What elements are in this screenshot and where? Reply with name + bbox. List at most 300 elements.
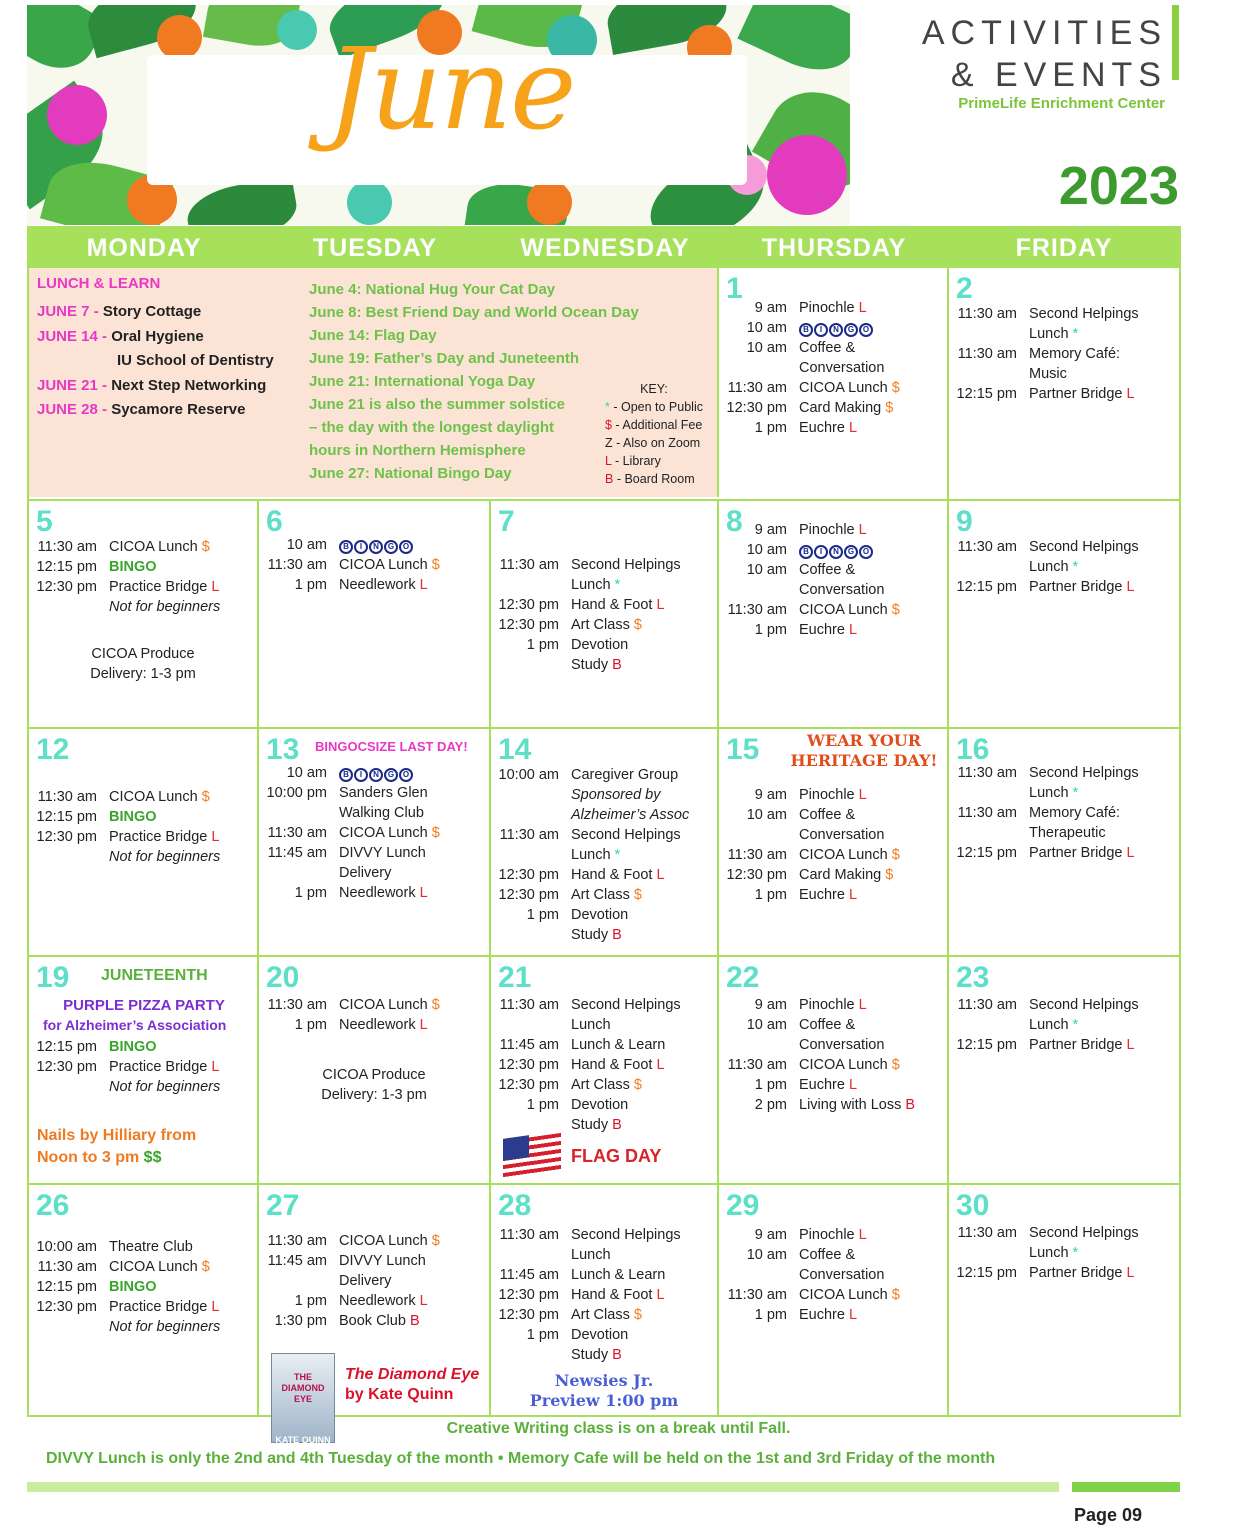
event-label: Euchre bbox=[799, 1307, 845, 1323]
event-marker: $ bbox=[633, 1077, 642, 1093]
event-label: Lunch bbox=[571, 1017, 611, 1033]
event-time: 10 am bbox=[746, 562, 787, 578]
day-cell bbox=[259, 957, 491, 1183]
event-time: 10 am bbox=[746, 1017, 787, 1033]
event-row bbox=[29, 597, 257, 617]
event-label: Conversation bbox=[799, 1267, 885, 1283]
event-label: Second Helpings bbox=[571, 1227, 681, 1243]
event-label: CICOA Lunch bbox=[339, 557, 428, 573]
event-time bbox=[259, 1271, 339, 1291]
event-marker: $ bbox=[431, 825, 440, 841]
event-label: Pinochle bbox=[799, 1227, 855, 1243]
event-label: Partner Bridge bbox=[1029, 845, 1123, 861]
event-name bbox=[339, 995, 489, 1015]
holiday-title: JUNETEENTH bbox=[101, 967, 208, 984]
event-time bbox=[259, 803, 339, 823]
event-row bbox=[719, 1305, 947, 1325]
event-time bbox=[491, 575, 571, 595]
event-label: Study bbox=[571, 1347, 609, 1363]
event-time: 12:30 pm bbox=[36, 1059, 97, 1075]
event-row bbox=[29, 1237, 257, 1257]
event-label: CICOA Lunch bbox=[109, 539, 198, 555]
event-marker: $ bbox=[201, 789, 210, 805]
event-name bbox=[799, 865, 947, 885]
event-time: 12:30 pm bbox=[498, 617, 559, 633]
event-time bbox=[259, 863, 339, 883]
event-name bbox=[109, 847, 257, 867]
event-label: Needlework bbox=[339, 1017, 416, 1033]
day-number: 23 bbox=[956, 961, 990, 994]
event-row bbox=[719, 865, 947, 885]
holiday-item: June 21 is also the summer solstice bbox=[309, 396, 565, 413]
event-marker: * bbox=[614, 847, 621, 863]
event-name bbox=[109, 577, 257, 597]
event-marker: L bbox=[858, 522, 867, 538]
event-time: 11:30 am bbox=[957, 346, 1017, 362]
day-number: 28 bbox=[498, 1189, 532, 1222]
event-row bbox=[949, 557, 1179, 577]
event-marker: L bbox=[419, 885, 428, 901]
day-number: 21 bbox=[498, 961, 532, 994]
event-row bbox=[491, 635, 717, 655]
flag-day-label: FLAG DAY bbox=[571, 1145, 662, 1166]
event-time bbox=[719, 358, 799, 378]
event-label: Theatre Club bbox=[109, 1239, 193, 1255]
event-list bbox=[259, 995, 489, 1035]
event-row bbox=[29, 847, 257, 867]
event-row bbox=[949, 304, 1179, 324]
event-time bbox=[491, 1115, 571, 1135]
day-banner: WEAR YOUR HERITAGE DAY! bbox=[790, 731, 938, 770]
event-label: Lunch & Learn bbox=[571, 1267, 666, 1283]
event-row bbox=[949, 384, 1179, 404]
event-row bbox=[719, 580, 947, 600]
event-row bbox=[491, 1055, 717, 1075]
event-row bbox=[949, 823, 1179, 843]
day-number: 5 bbox=[36, 505, 53, 538]
footer-bar-accent bbox=[1072, 1482, 1180, 1492]
event-label: Hand & Foot bbox=[571, 1287, 653, 1303]
event-row bbox=[949, 1223, 1179, 1243]
event-marker: B bbox=[612, 1117, 622, 1133]
newsies-time: Preview 1:00 pm bbox=[529, 1391, 679, 1410]
event-row bbox=[949, 1263, 1179, 1283]
event-time bbox=[949, 823, 1029, 843]
event-name bbox=[571, 995, 717, 1015]
holiday-item: June 19: Father’s Day and Juneteenth bbox=[309, 350, 580, 367]
event-time bbox=[949, 1243, 1029, 1263]
event-row bbox=[491, 885, 717, 905]
day-number: 29 bbox=[726, 1189, 760, 1222]
event-name bbox=[339, 535, 489, 555]
event-label: Practice Bridge bbox=[109, 829, 208, 845]
event-name bbox=[799, 1095, 947, 1115]
footer-note-1: Creative Writing class is on a break until Fall. bbox=[446, 1420, 791, 1437]
year: 2023 bbox=[1058, 156, 1179, 216]
event-row bbox=[259, 1251, 489, 1271]
event-name bbox=[799, 1265, 947, 1285]
event-name bbox=[339, 763, 489, 783]
event-label: Art Class bbox=[571, 617, 630, 633]
event-row bbox=[29, 827, 257, 847]
event-row bbox=[719, 805, 947, 825]
event-label: Sanders Glen bbox=[339, 785, 428, 801]
event-label: Coffee & bbox=[799, 807, 856, 823]
event-row bbox=[491, 595, 717, 615]
day-cell bbox=[949, 729, 1179, 955]
event-name bbox=[1029, 364, 1179, 384]
event-time bbox=[949, 557, 1029, 577]
event-label: Devotion bbox=[571, 907, 629, 923]
event-time: 11:30 am bbox=[267, 1233, 327, 1249]
event-marker: L bbox=[211, 1059, 220, 1075]
event-marker: L bbox=[211, 579, 220, 595]
event-row bbox=[491, 1285, 717, 1305]
event-row bbox=[491, 1225, 717, 1245]
event-row bbox=[491, 1115, 717, 1135]
event-name bbox=[109, 827, 257, 847]
event-row bbox=[29, 1057, 257, 1077]
event-label: Card Making bbox=[799, 400, 882, 416]
event-list bbox=[29, 537, 257, 617]
event-marker: L bbox=[656, 1287, 665, 1303]
event-label: Euchre bbox=[799, 622, 845, 638]
event-name bbox=[109, 1257, 257, 1277]
page-title bbox=[922, 12, 1167, 96]
event-row bbox=[259, 883, 489, 903]
event-row bbox=[719, 600, 947, 620]
day-banner: BINGOCSIZE LAST DAY! bbox=[315, 739, 468, 754]
event-marker: * bbox=[1072, 1245, 1079, 1261]
event-label: Euchre bbox=[799, 1077, 845, 1093]
event-label: Coffee & bbox=[799, 562, 856, 578]
event-time: 11:30 am bbox=[957, 765, 1017, 781]
event-row bbox=[491, 555, 717, 575]
event-name bbox=[339, 1251, 489, 1271]
event-label: Hand & Foot bbox=[571, 1057, 653, 1073]
event-marker: L bbox=[1126, 845, 1135, 861]
event-row bbox=[29, 1077, 257, 1097]
weekday-header bbox=[29, 228, 1179, 268]
day-cell bbox=[719, 501, 949, 727]
day-number: 9 bbox=[956, 505, 973, 538]
event-time: 1 pm bbox=[294, 885, 327, 901]
event-list bbox=[949, 537, 1179, 597]
holiday-item: June 21: International Yoga Day bbox=[309, 373, 536, 390]
event-name bbox=[339, 1231, 489, 1251]
day-number: 19 bbox=[36, 961, 70, 994]
event-time: 11:30 am bbox=[957, 805, 1017, 821]
event-name bbox=[339, 783, 489, 803]
event-label: Pinochle bbox=[799, 787, 855, 803]
event-label: CICOA Lunch bbox=[109, 789, 198, 805]
event-row bbox=[719, 1015, 947, 1035]
event-time: 12:30 pm bbox=[498, 1057, 559, 1073]
event-label: Delivery bbox=[339, 865, 392, 881]
event-marker: $ bbox=[885, 400, 894, 416]
key-item: L - Library bbox=[605, 454, 661, 468]
day-number: 8 bbox=[726, 505, 743, 538]
event-row bbox=[259, 783, 489, 803]
event-name bbox=[1029, 1035, 1179, 1055]
event-list bbox=[259, 763, 489, 903]
event-marker: L bbox=[419, 1017, 428, 1033]
event-marker: $ bbox=[633, 617, 642, 633]
event-name bbox=[109, 597, 257, 617]
event-row bbox=[259, 843, 489, 863]
event-row bbox=[491, 905, 717, 925]
event-label: CICOA Lunch bbox=[799, 380, 888, 396]
event-marker: B bbox=[612, 1347, 622, 1363]
event-name bbox=[339, 1291, 489, 1311]
event-row bbox=[949, 1015, 1179, 1035]
day-number: 15 bbox=[726, 733, 760, 766]
event-label: Study bbox=[571, 1117, 609, 1133]
event-time: 11:30 am bbox=[727, 1057, 787, 1073]
event-row bbox=[719, 620, 947, 640]
event-row bbox=[719, 785, 947, 805]
event-row bbox=[491, 1015, 717, 1035]
event-label: Coffee & bbox=[799, 1017, 856, 1033]
event-name bbox=[799, 845, 947, 865]
event-name bbox=[571, 1015, 717, 1035]
bingo-logo-icon: B I N G O bbox=[799, 322, 874, 338]
event-row bbox=[29, 577, 257, 597]
event-name bbox=[1029, 1243, 1179, 1263]
event-time bbox=[949, 783, 1029, 803]
day-cell bbox=[259, 501, 491, 727]
event-name bbox=[109, 1277, 257, 1297]
event-name bbox=[799, 298, 947, 318]
book-author: by Kate Quinn bbox=[345, 1386, 454, 1403]
event-name bbox=[571, 655, 717, 675]
event-time: 12:30 pm bbox=[36, 579, 97, 595]
event-row bbox=[949, 803, 1179, 823]
event-row bbox=[491, 925, 717, 945]
event-label: CICOA Lunch bbox=[339, 1233, 428, 1249]
event-name bbox=[571, 555, 717, 575]
event-name bbox=[339, 883, 489, 903]
event-row bbox=[491, 1345, 717, 1365]
event-marker: $ bbox=[633, 1307, 642, 1323]
month-title: June bbox=[327, 25, 575, 155]
event-name bbox=[1029, 1015, 1179, 1035]
day-number: 30 bbox=[956, 1189, 990, 1222]
lunch-learn-item: JUNE 21 - Next Step Networking bbox=[37, 376, 267, 394]
key-item: B - Board Room bbox=[605, 472, 695, 486]
event-marker: $ bbox=[891, 602, 900, 618]
event-row bbox=[259, 575, 489, 595]
event-row bbox=[719, 1225, 947, 1245]
event-row bbox=[491, 1325, 717, 1345]
event-name bbox=[571, 845, 717, 865]
book-caption bbox=[345, 1365, 479, 1405]
book-title: The Diamond Eye bbox=[345, 1366, 480, 1383]
title-line-2: & EVENTS bbox=[950, 56, 1167, 94]
lunch-learn-item: IU School of Dentistry bbox=[117, 352, 274, 369]
event-marker: $ bbox=[891, 847, 900, 863]
lunch-learn-list bbox=[37, 300, 274, 423]
event-name bbox=[799, 1285, 947, 1305]
event-time bbox=[491, 1345, 571, 1365]
event-name bbox=[339, 803, 489, 823]
event-name bbox=[109, 787, 257, 807]
event-row bbox=[259, 863, 489, 883]
event-label: Art Class bbox=[571, 887, 630, 903]
event-name bbox=[799, 418, 947, 438]
event-name bbox=[799, 318, 947, 338]
key-item: $ - Additional Fee bbox=[605, 418, 703, 432]
event-label: Second Helpings bbox=[571, 827, 681, 843]
event-label: Art Class bbox=[571, 1307, 630, 1323]
event-marker: L bbox=[419, 577, 428, 593]
event-time: 10:00 am bbox=[498, 767, 559, 783]
event-row bbox=[491, 1305, 717, 1325]
event-label: Devotion bbox=[571, 637, 629, 653]
bingo-logo-icon: B I N G O bbox=[339, 539, 414, 555]
event-list bbox=[491, 995, 717, 1135]
event-time: 12:30 pm bbox=[498, 597, 559, 613]
event-label: DIVVY Lunch bbox=[339, 845, 426, 861]
event-list bbox=[949, 304, 1179, 404]
event-marker: L bbox=[848, 1077, 858, 1093]
event-list bbox=[491, 555, 717, 675]
day-number: 22 bbox=[726, 961, 760, 994]
event-marker: * bbox=[1072, 326, 1079, 342]
book-cover-author: KATE QUINN bbox=[275, 1435, 331, 1445]
event-time bbox=[29, 1317, 109, 1337]
event-row bbox=[719, 520, 947, 540]
event-name bbox=[339, 555, 489, 575]
event-marker: L bbox=[858, 1227, 867, 1243]
event-label: Hand & Foot bbox=[571, 867, 653, 883]
event-time: 11:30 am bbox=[499, 997, 559, 1013]
event-name bbox=[799, 1035, 947, 1055]
event-row bbox=[259, 1271, 489, 1291]
event-list bbox=[29, 1037, 257, 1097]
event-time bbox=[949, 1015, 1029, 1035]
event-marker: L bbox=[848, 1307, 858, 1323]
event-name bbox=[799, 1245, 947, 1265]
event-label: Memory Café: bbox=[1029, 346, 1121, 362]
event-time: 1 pm bbox=[294, 577, 327, 593]
event-name bbox=[571, 1325, 717, 1345]
event-list bbox=[719, 520, 947, 640]
event-marker: L bbox=[211, 1299, 220, 1315]
event-label: Lunch bbox=[1029, 785, 1069, 801]
event-time: 12:30 pm bbox=[498, 1307, 559, 1323]
event-time: 11:45 am bbox=[267, 1253, 327, 1269]
day-cell bbox=[719, 729, 949, 955]
event-name bbox=[799, 358, 947, 378]
event-row bbox=[29, 557, 257, 577]
event-label: Caregiver Group bbox=[571, 767, 679, 783]
holiday-item: – the day with the longest daylight bbox=[309, 419, 555, 436]
newsies-title: Newsies Jr. bbox=[554, 1371, 654, 1390]
event-time: 11:30 am bbox=[267, 997, 327, 1013]
bingo-logo-icon: B I N G O bbox=[799, 544, 874, 560]
day-cell bbox=[949, 501, 1179, 727]
day-cell bbox=[259, 729, 491, 955]
event-row bbox=[949, 763, 1179, 783]
event-name bbox=[571, 1075, 717, 1095]
event-row bbox=[949, 537, 1179, 557]
book-cover-title: THE DIAMOND EYE bbox=[281, 1372, 325, 1404]
event-name bbox=[799, 620, 947, 640]
event-name bbox=[571, 1225, 717, 1245]
holiday-item: hours in Northern Hemisphere bbox=[309, 442, 526, 459]
day-cell bbox=[491, 501, 719, 727]
event-time: 10 am bbox=[286, 537, 327, 553]
event-time: 11:30 am bbox=[727, 847, 787, 863]
event-row bbox=[719, 540, 947, 560]
nails-fee: $$ bbox=[143, 1149, 162, 1166]
event-label: Lunch bbox=[1029, 326, 1069, 342]
legend-key bbox=[605, 380, 703, 488]
page-number: Page 09 bbox=[1074, 1505, 1143, 1525]
event-name bbox=[339, 843, 489, 863]
event-label: Coffee & bbox=[799, 1247, 856, 1263]
event-label: BINGO bbox=[109, 559, 157, 575]
title-accent-bar bbox=[1172, 5, 1179, 80]
event-time: 10 am bbox=[746, 320, 787, 336]
event-label: Not for beginners bbox=[109, 849, 221, 865]
event-name bbox=[339, 863, 489, 883]
event-marker: L bbox=[656, 867, 665, 883]
event-time bbox=[29, 847, 109, 867]
event-time: 11:30 am bbox=[727, 602, 787, 618]
event-label: Sponsored by Alzheimer’s Assoc bbox=[571, 787, 690, 823]
event-name bbox=[1029, 783, 1179, 803]
day-monday: MONDAY bbox=[86, 233, 202, 262]
event-name bbox=[109, 1057, 257, 1077]
event-row bbox=[719, 378, 947, 398]
event-name bbox=[1029, 557, 1179, 577]
event-row bbox=[29, 1317, 257, 1337]
event-name bbox=[339, 1311, 489, 1331]
event-time: 1 pm bbox=[294, 1293, 327, 1309]
event-label: Art Class bbox=[571, 1077, 630, 1093]
event-label: Walking Club bbox=[339, 805, 424, 821]
event-label: Devotion bbox=[571, 1327, 629, 1343]
event-name bbox=[571, 785, 717, 825]
event-time: 9 am bbox=[754, 522, 787, 538]
event-highlight-sub: for Alzheimer’s Association bbox=[43, 1017, 227, 1033]
event-marker: L bbox=[1126, 1265, 1135, 1281]
event-time: 1:30 pm bbox=[274, 1313, 327, 1329]
event-time: 1 pm bbox=[754, 622, 787, 638]
event-time: 11:30 am bbox=[727, 1287, 787, 1303]
event-label: CICOA Lunch bbox=[799, 602, 888, 618]
day-number: 16 bbox=[956, 733, 990, 766]
event-row bbox=[29, 1037, 257, 1057]
event-row bbox=[491, 1095, 717, 1115]
event-name bbox=[571, 635, 717, 655]
event-marker: L bbox=[1126, 1037, 1135, 1053]
june-banner bbox=[27, 5, 850, 225]
event-marker: L bbox=[848, 420, 858, 436]
event-name bbox=[109, 1237, 257, 1257]
event-label: Practice Bridge bbox=[109, 579, 208, 595]
event-marker: L bbox=[848, 622, 858, 638]
event-label: CICOA Lunch bbox=[799, 1287, 888, 1303]
event-time: 12:15 pm bbox=[956, 1037, 1017, 1053]
key-item: Z - Also on Zoom bbox=[605, 436, 701, 450]
event-row bbox=[719, 398, 947, 418]
event-time: 11:30 am bbox=[37, 789, 97, 805]
produce-note-time: Delivery: 1-3 pm bbox=[321, 1087, 427, 1103]
event-label: BINGO bbox=[109, 1279, 157, 1295]
